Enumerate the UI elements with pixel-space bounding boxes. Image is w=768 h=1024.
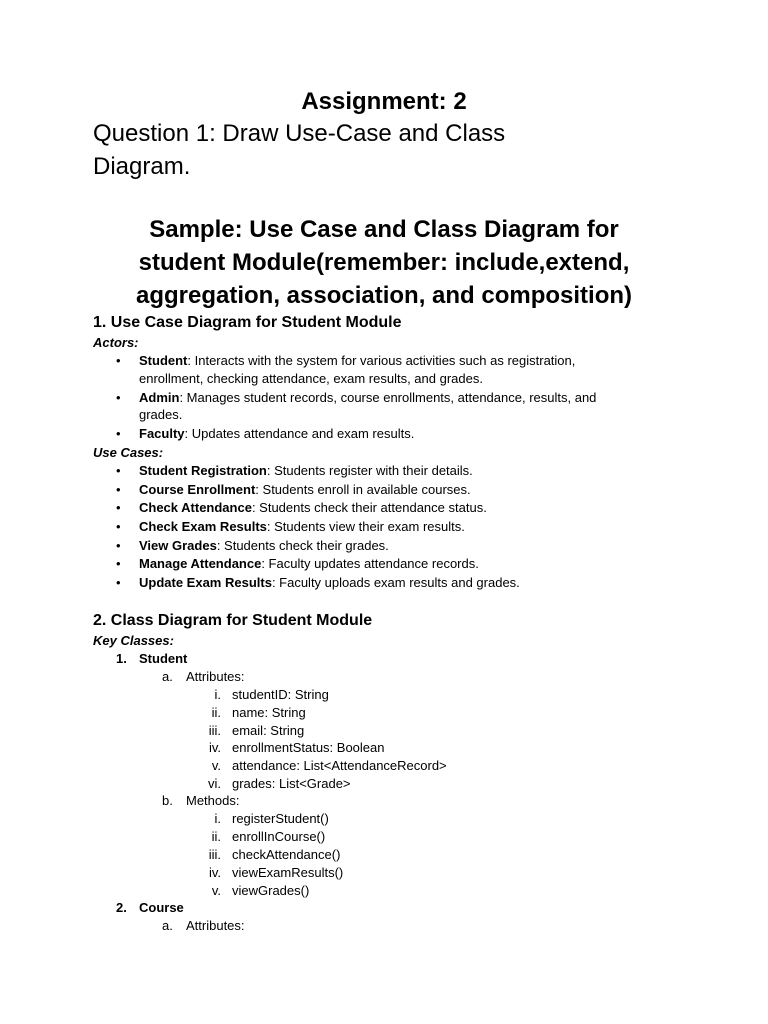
sample-heading-line-2: student Module(remember: include,extend, <box>138 249 630 276</box>
bullet-icon: • <box>116 482 121 497</box>
actor-item <box>139 390 596 405</box>
class-name: Student <box>139 651 188 666</box>
use-case-desc: : Students check their grades. <box>216 538 389 553</box>
use-case-item <box>139 556 479 571</box>
actor-term: Faculty <box>139 426 185 441</box>
bullet-icon: • <box>116 556 121 571</box>
method-item: checkAttendance() <box>232 847 341 862</box>
use-case-item <box>139 463 473 478</box>
methods-label: Methods: <box>186 793 240 808</box>
use-case-term: View Grades <box>139 538 217 553</box>
question-line-2: Diagram. <box>93 153 191 180</box>
attribute-item: enrollmentStatus: Boolean <box>232 740 385 755</box>
sample-heading-line-3: aggregation, association, and composition) <box>135 282 633 309</box>
use-case-term: Course Enrollment <box>139 482 256 497</box>
section2-heading: 2. Class Diagram for Student Module <box>93 612 373 629</box>
attribute-item: name: String <box>232 705 306 720</box>
roman-marker: iv. <box>208 865 221 880</box>
bullet-icon: • <box>116 575 121 590</box>
sample-heading-line-1: Sample: Use Case and Class Diagram for <box>149 216 619 243</box>
bullet-icon: • <box>116 500 121 515</box>
actor-item <box>139 353 575 368</box>
actor-desc-continued: grades. <box>139 407 183 422</box>
bullet-icon: • <box>116 538 121 553</box>
use-case-desc: : Students enroll in available courses. <box>255 482 471 497</box>
method-item: viewGrades() <box>232 883 310 898</box>
attribute-item: attendance: List<AttendanceRecord> <box>232 758 447 773</box>
attribute-item: studentID: String <box>232 687 329 702</box>
roman-marker: v. <box>211 758 221 773</box>
attributes-label: Attributes: <box>186 918 245 933</box>
actor-desc-continued: enrollment, checking attendance, exam results, and grades. <box>139 371 483 386</box>
use-case-desc: : Faculty uploads exam results and grades. <box>271 575 520 590</box>
use-case-desc: : Students view their exam results. <box>266 519 465 534</box>
roman-marker: iv. <box>208 740 221 755</box>
attributes-label: Attributes: <box>186 669 245 684</box>
bullet-icon: • <box>116 519 121 534</box>
class-number: 1. <box>116 651 127 666</box>
question-line-1: Question 1: Draw Use-Case and Class <box>93 120 506 147</box>
roman-marker: iii. <box>208 847 221 862</box>
method-item: registerStudent() <box>232 811 329 826</box>
actor-term: Student <box>139 353 188 368</box>
use-case-item <box>139 500 487 515</box>
sublist-marker: a. <box>162 918 173 933</box>
use-case-desc: : Students register with their details. <box>266 463 473 478</box>
roman-marker: iii. <box>208 723 221 738</box>
roman-marker: v. <box>211 883 221 898</box>
use-case-item <box>139 538 389 553</box>
use-case-term: Student Registration <box>139 463 267 478</box>
section1-heading: 1. Use Case Diagram for Student Module <box>93 314 402 331</box>
bullet-icon: • <box>116 353 121 368</box>
attribute-item: email: String <box>232 723 305 738</box>
use-case-item <box>139 482 471 497</box>
class-name: Course <box>139 900 184 915</box>
actor-desc: : Interacts with the system for various activities such as registration, <box>187 353 576 368</box>
bullet-icon: • <box>116 426 121 441</box>
page-title: Assignment: 2 <box>301 88 467 115</box>
bullet-icon: • <box>116 390 121 405</box>
actor-item <box>139 426 414 441</box>
use-case-item <box>139 575 520 590</box>
use-case-desc: : Faculty updates attendance records. <box>261 556 479 571</box>
use-case-term: Check Attendance <box>139 500 252 515</box>
use-case-item <box>139 519 465 534</box>
class-number: 2. <box>116 900 127 915</box>
use-cases-label: Use Cases: <box>93 445 164 460</box>
key-classes-label: Key Classes: <box>93 633 174 648</box>
actor-desc: : Updates attendance and exam results. <box>184 426 415 441</box>
use-case-term: Manage Attendance <box>139 556 262 571</box>
actors-label: Actors: <box>93 335 139 350</box>
use-case-term: Check Exam Results <box>139 519 267 534</box>
roman-marker: ii. <box>211 705 221 720</box>
roman-marker: i. <box>214 687 221 702</box>
roman-marker: vi. <box>208 776 221 791</box>
use-case-term: Update Exam Results <box>139 575 272 590</box>
bullet-icon: • <box>116 463 121 478</box>
method-item: viewExamResults() <box>232 865 344 880</box>
sublist-marker: b. <box>162 793 173 808</box>
actor-term: Admin <box>139 390 180 405</box>
sublist-marker: a. <box>162 669 173 684</box>
use-case-desc: : Students check their attendance status. <box>251 500 487 515</box>
method-item: enrollInCourse() <box>232 829 326 844</box>
attribute-item: grades: List<Grade> <box>232 776 351 791</box>
actor-desc: : Manages student records, course enrollments, attendance, results, and <box>179 390 597 405</box>
roman-marker: i. <box>214 811 221 826</box>
roman-marker: ii. <box>211 829 221 844</box>
